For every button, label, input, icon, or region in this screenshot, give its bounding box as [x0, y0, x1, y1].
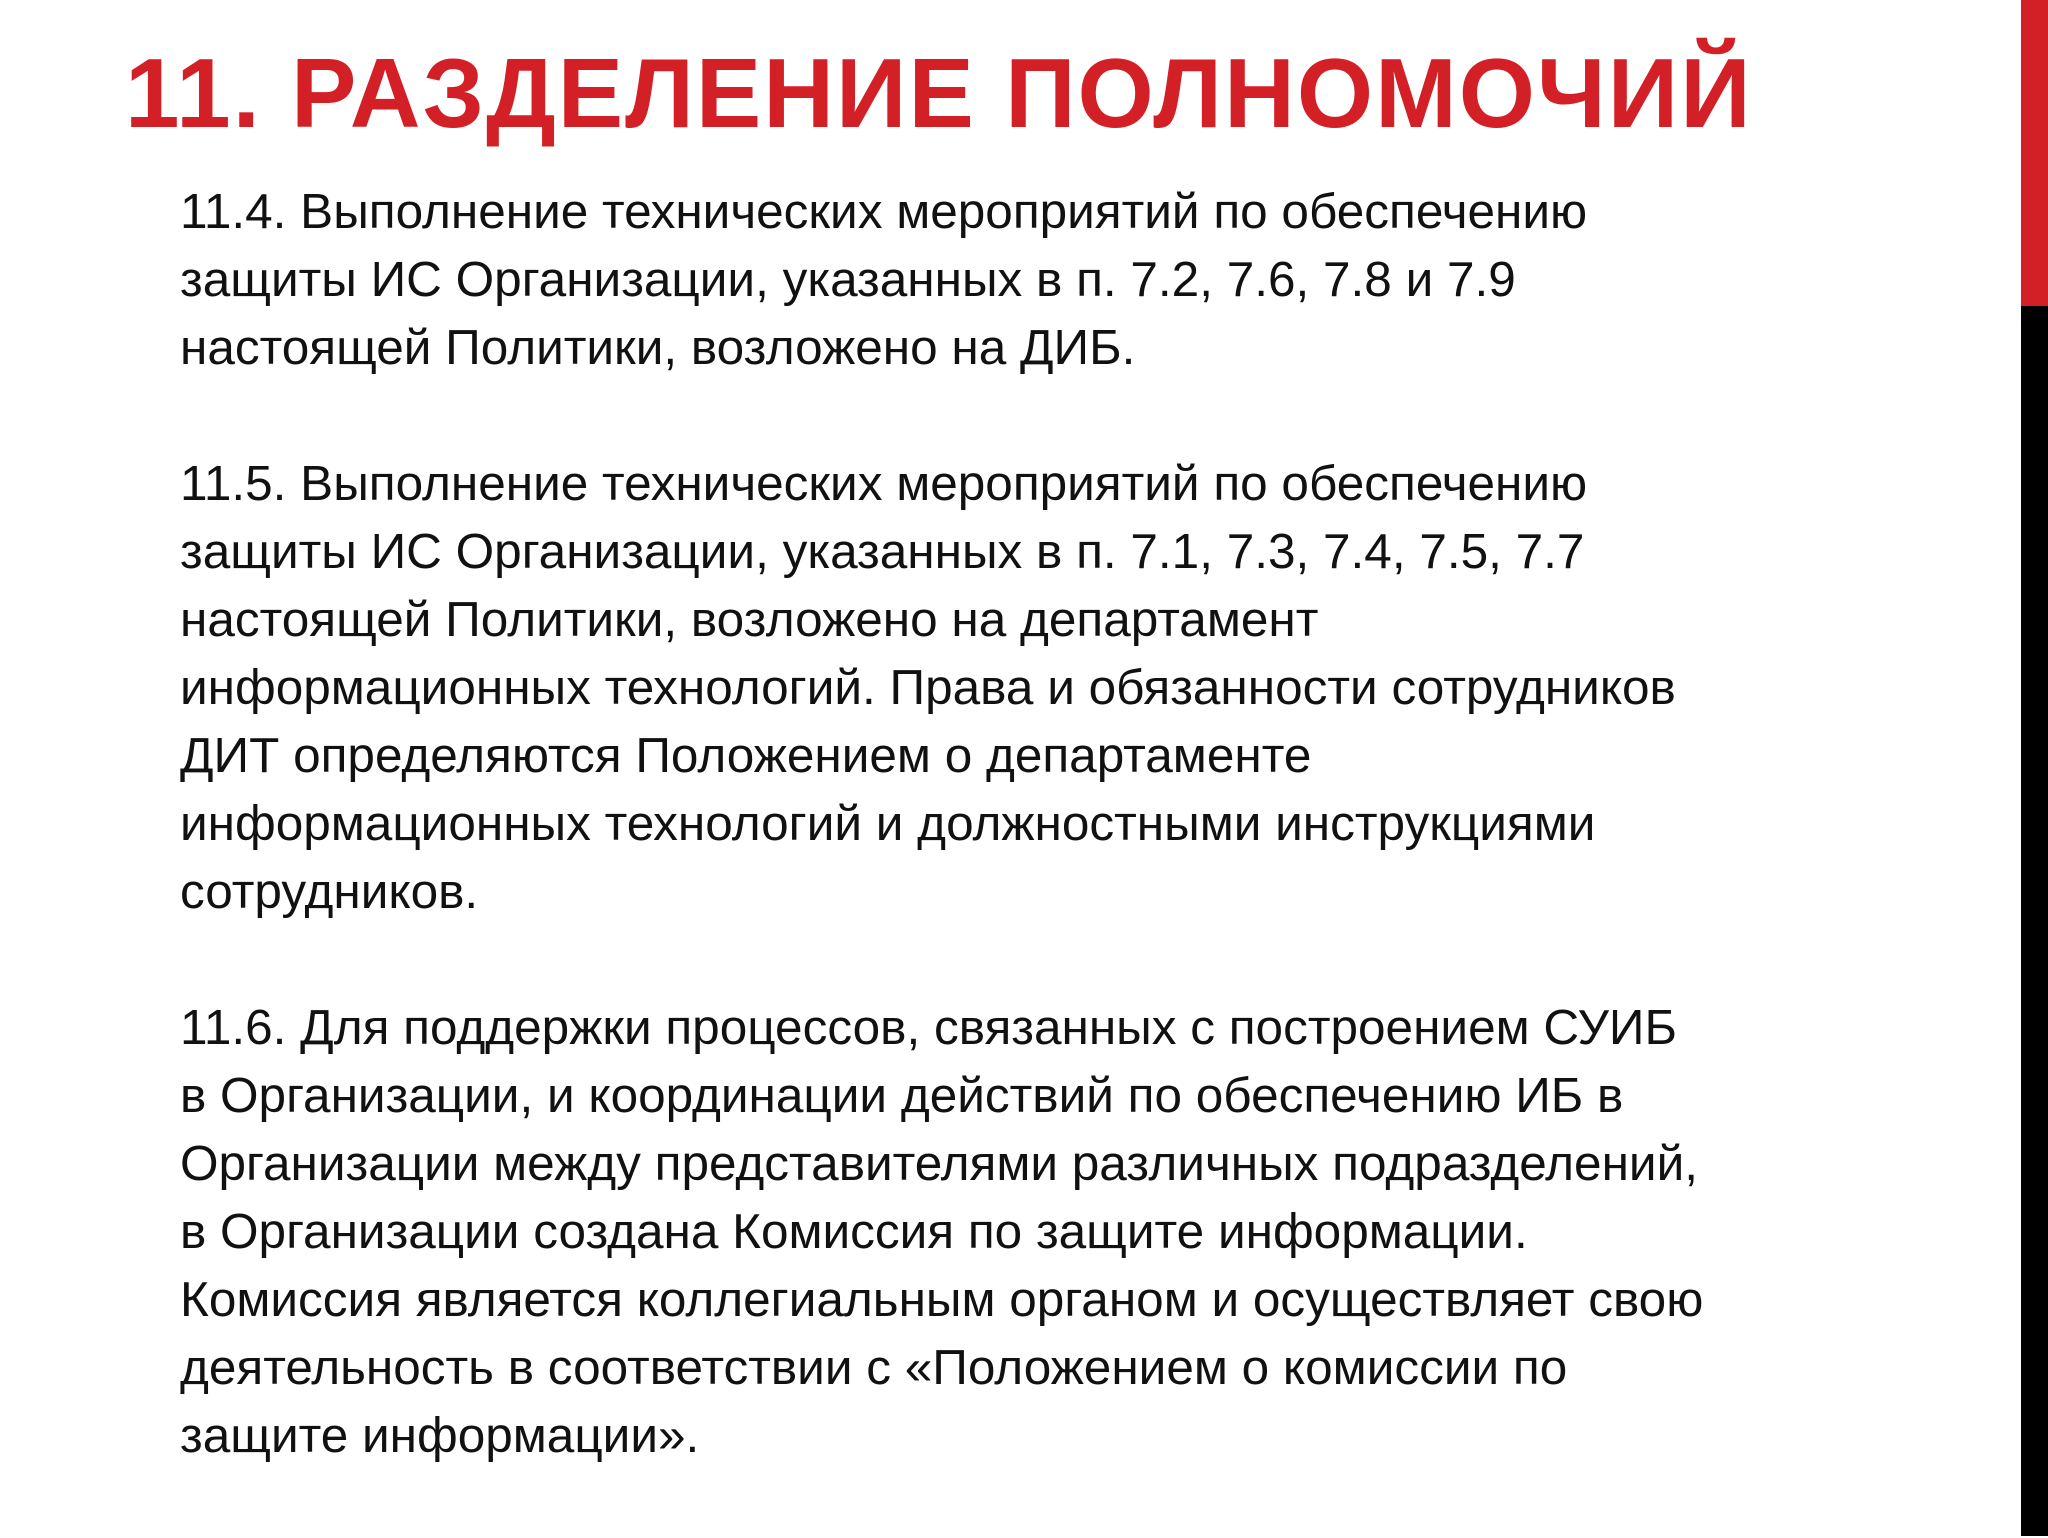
- slide-title: 11. РАЗДЕЛЕНИЕ ПОЛНОМОЧИЙ: [125, 38, 1753, 148]
- text-line: информационных технологий и должностными инструкциями: [180, 796, 1596, 851]
- text-line: ДИТ определяются Положением о департаменте: [180, 728, 1312, 783]
- text-line: 11.6. Для поддержки процессов, связанных с построением СУИБ: [180, 1000, 1677, 1055]
- accent-bar-red: [2021, 0, 2048, 306]
- text-line: Комиссия является коллегиальным органом и осуществляет свою: [180, 1272, 1704, 1327]
- text-line: защиты ИС Организации, указанных в п. 7.2, 7.6, 7.8 и 7.9: [180, 252, 1516, 307]
- text-line: сотрудников.: [180, 864, 479, 919]
- text-line: Организации между представителями различных подразделений,: [180, 1136, 1698, 1191]
- text-line: 11.5. Выполнение технических мероприятий по обеспечению: [180, 456, 1588, 511]
- slide-body: [180, 178, 2000, 1538]
- text-line: деятельность в соответствии с «Положением о комиссии по: [180, 1340, 1568, 1395]
- text-line: защите информации».: [180, 1408, 700, 1463]
- text-line: информационных технологий. Права и обязанности сотрудников: [180, 660, 1676, 715]
- paragraph-11-5: [180, 450, 2000, 926]
- paragraph-11-4: [180, 178, 2000, 382]
- text-line: в Организации, и координации действий по обеспечению ИБ в: [180, 1068, 1624, 1123]
- accent-bar-dark: [2021, 306, 2048, 1536]
- text-line: 11.4. Выполнение технических мероприятий по обеспечению: [180, 184, 1588, 239]
- text-line: защиты ИС Организации, указанных в п. 7.1, 7.3, 7.4, 7.5, 7.7: [180, 524, 1585, 579]
- paragraph-11-6: [180, 994, 2000, 1470]
- text-line: в Организации создана Комиссия по защите информации.: [180, 1204, 1528, 1259]
- text-line: настоящей Политики, возложено на департамент: [180, 592, 1319, 647]
- text-line: настоящей Политики, возложено на ДИБ.: [180, 320, 1136, 375]
